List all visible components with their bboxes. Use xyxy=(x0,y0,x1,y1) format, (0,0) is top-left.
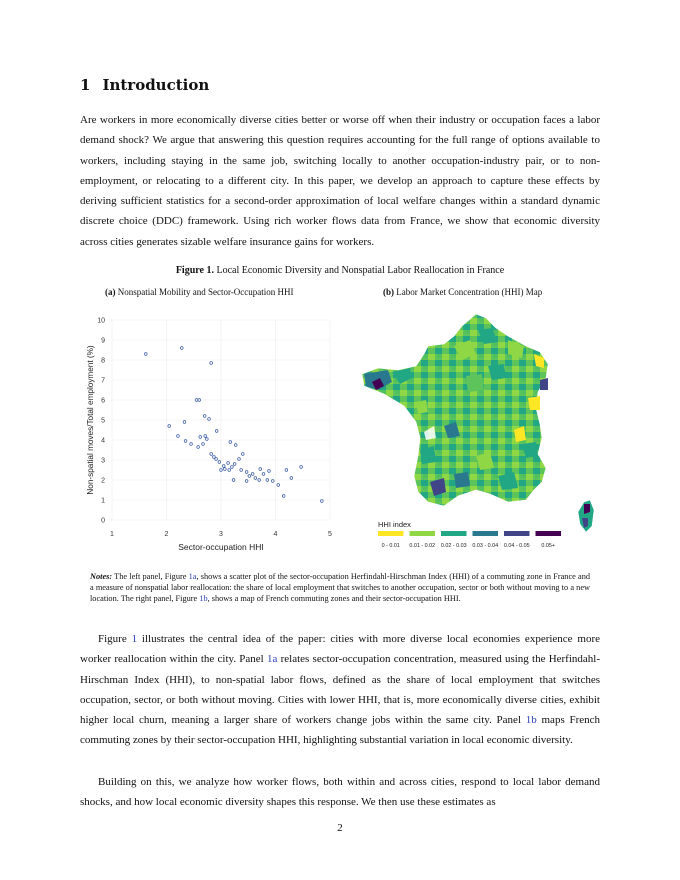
figure-title xyxy=(80,265,600,276)
y-tick-label: 0 xyxy=(101,517,105,525)
notes-text-3: , shows a map of French commuting zones and their sector-occupation HHI. xyxy=(207,594,461,604)
figure-ref-1a[interactable]: 1a xyxy=(188,572,197,581)
panel-b-label: (b) xyxy=(383,287,394,297)
legend-swatch xyxy=(441,531,467,536)
legend-swatch xyxy=(410,531,436,536)
legend-swatch xyxy=(473,531,499,536)
figure-label: Figure 1. xyxy=(175,265,214,276)
notes-label: Notes: xyxy=(90,572,113,581)
figure-notes xyxy=(90,571,590,605)
x-tick-label: 1 xyxy=(110,531,114,538)
figure-title-text: Local Economic Diversity and Nonspatial Labor Reallocation in France xyxy=(216,265,505,276)
y-tick-label: 4 xyxy=(101,437,105,445)
section-title-text: Introduction xyxy=(102,76,210,94)
figure-ref-1b-body[interactable]: 1b xyxy=(525,714,537,727)
intro-paragraph: Are workers in more economically diverse cities better or worse off when their industry or occupation faces a labor demand shock? We argue that answering this question requires accounting for the full range of options available to workers, including staying in the same job, switching locally to another occupation-industry pair, or to non-employment, or relocating to a different city. In this paper, we develop an approach to capture these effects by deriving sufficient statistics for a second-order approximation of local welfare changes within a standard dynamic discrete choice (DDC) framework. Using rich worker flows data from France, we show that economic diversity across cities generates sizable welfare insurance gains for workers. xyxy=(80,114,600,248)
y-tick-label: 6 xyxy=(101,397,105,405)
legend-label: 0.02 - 0.03 xyxy=(440,543,467,549)
legend-label: 0.04 - 0.05 xyxy=(503,543,530,549)
x-tick-label: 3 xyxy=(219,531,223,538)
y-tick-label: 10 xyxy=(97,317,105,325)
legend-swatch xyxy=(536,531,562,536)
panel-b-caption-text: Labor Market Concentration (HHI) Map xyxy=(396,287,543,297)
body-paragraph-3: Building on this, we analyze how worker flows, both within and across cities, respond to local labor demand shocks, and how local economic diversity shapes this response. We then use these estimates as xyxy=(80,776,600,809)
notes-text-2: , shows a scatter plot of the sector-occupation Herfindahl-Hirschman Index (HHI) of a commuting zone in France and a measure of nonspatial labor reallocation: the share of local employment that switches to another occupation, sector or both without moving to a new location. The right panel, Figure xyxy=(90,572,590,604)
x-tick-label: 2 xyxy=(164,531,169,538)
map-legend-title: HHI index xyxy=(378,520,411,529)
section-number: 1 xyxy=(80,76,91,94)
y-tick-label: 9 xyxy=(101,337,105,345)
x-tick-label: 4 xyxy=(273,531,278,538)
corsica xyxy=(578,500,594,532)
page-number: 2 xyxy=(337,822,343,834)
body-paragraph-2 xyxy=(80,629,600,751)
figure-ref-1b[interactable]: 1b xyxy=(199,594,208,604)
y-tick-label: 3 xyxy=(101,457,105,465)
y-tick-label: 1 xyxy=(101,497,105,505)
x-axis-label: Sector-occupation HHI xyxy=(178,542,264,552)
legend-label: 0 - 0.01 xyxy=(381,543,400,549)
y-axis-label: Non-spatial moves/Total employment (%) xyxy=(86,345,95,495)
panel-a-caption xyxy=(105,287,294,297)
legend-swatch xyxy=(378,531,404,536)
legend-swatch xyxy=(504,531,530,536)
panel-a-caption-text: Nonspatial Mobility and Sector-Occupation HHI xyxy=(117,287,294,297)
para2-text-2: illustrates the central idea of the paper: cities with more diverse local economies experience more worker reallocation within the city. Panel xyxy=(80,633,601,666)
map-legend xyxy=(378,531,561,549)
y-tick-label: 5 xyxy=(101,417,105,425)
figure-ref-1[interactable]: 1 xyxy=(131,633,138,645)
figure-ref-1a-body[interactable]: 1a xyxy=(266,653,278,666)
section-title xyxy=(80,76,209,94)
para2-text-4: maps French commuting zones by their sector-occupation HHI, highlighting substantial variation in local economic diversity. xyxy=(80,714,601,747)
y-tick-label: 2 xyxy=(101,477,105,485)
para2-text-1: Figure xyxy=(98,633,127,645)
legend-label: 0.01 - 0.02 xyxy=(409,543,436,549)
y-tick-label: 8 xyxy=(101,357,105,365)
france-hhi-map xyxy=(358,306,598,558)
x-tick-label: 5 xyxy=(328,531,332,538)
para2-text-3: relates sector-occupation concentration, measured using the Herfindahl-Hirschman Index (HHI), to non-spatial labor flows, defined as the share of local employment that switches occupation, sector, or both without moving. Cities with lower HHI, that is, more economically diverse cities, exhibit higher local churn, meaning a larger share of workers change jobs within the same city. Panel xyxy=(80,653,601,727)
legend-label: 0.05+ xyxy=(541,543,556,549)
panel-a-label: (a) xyxy=(105,287,116,297)
legend-label: 0.03 - 0.04 xyxy=(472,543,499,549)
panel-b-caption xyxy=(383,287,542,297)
scatter-plot xyxy=(80,306,350,558)
notes-text-1: The left panel, Figure xyxy=(114,572,187,581)
y-tick-label: 7 xyxy=(101,377,105,385)
